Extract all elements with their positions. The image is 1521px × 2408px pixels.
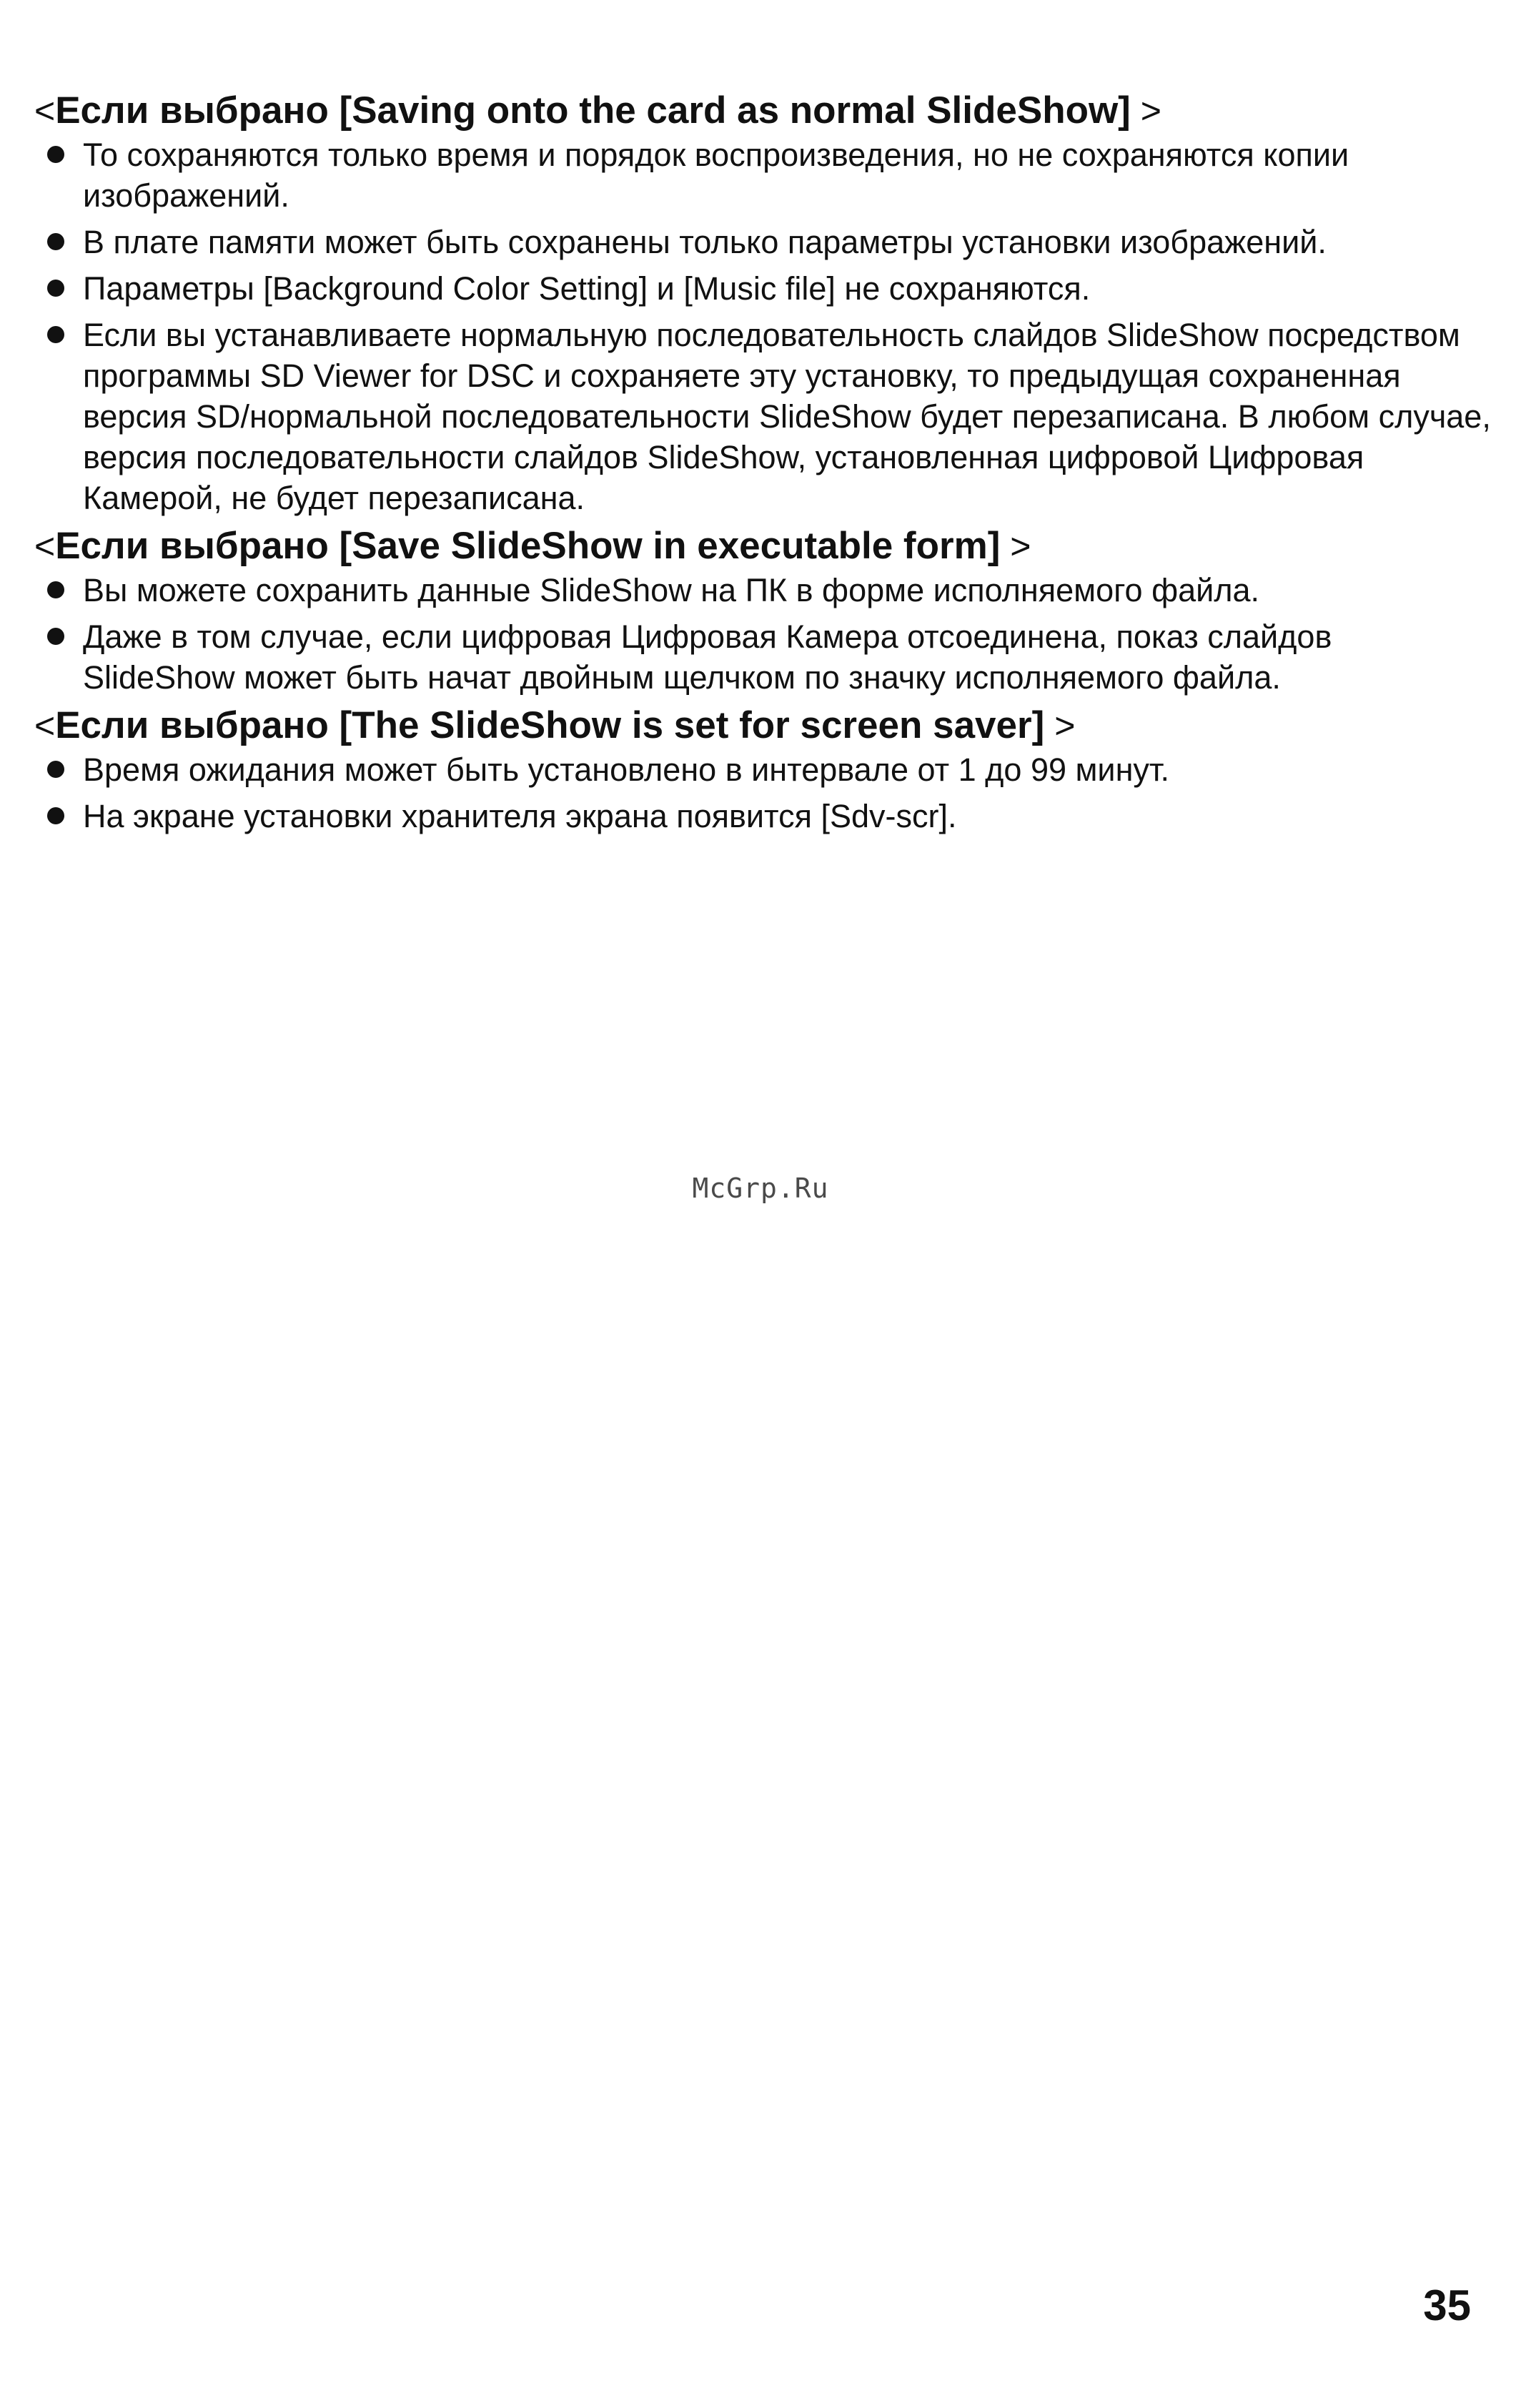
- list-item-text: Даже в том случае, если цифровая Цифровая Камера отсоединена, показ слайдов SlideShow может быть начат двойным щелчком по значку исполняемого файла.: [83, 618, 1332, 696]
- list-item-text: В плате памяти может быть сохранены только параметры установки изображений.: [83, 224, 1327, 260]
- list-item-text: Время ожидания может быть установлено в интервале от 1 до 99 минут.: [83, 751, 1170, 788]
- bullet-icon: [47, 761, 64, 778]
- bullet-list: [34, 570, 1492, 698]
- section-screen-saver: [34, 704, 1492, 837]
- watermark: McGrp.Ru: [692, 1173, 829, 1204]
- bullet-icon: [47, 146, 64, 163]
- list-item: [34, 749, 1492, 790]
- bullet-icon: [47, 233, 64, 250]
- bullet-list: [34, 134, 1492, 518]
- list-item: [34, 222, 1492, 262]
- section-heading: <Если выбрано [Save SlideShow in executable form] >: [34, 525, 1031, 567]
- list-item-text: Параметры [Background Color Setting] и [Music file] не сохраняются.: [83, 270, 1091, 307]
- section-heading: <Если выбрано [The SlideShow is set for screen saver] >: [34, 704, 1076, 746]
- section-heading-text: Если выбрано [The SlideShow is set for screen saver]: [55, 704, 1045, 746]
- list-item: [34, 616, 1492, 698]
- list-item: [34, 268, 1492, 309]
- section-heading-text: Если выбрано [Save SlideShow in executable form]: [55, 525, 1001, 567]
- section-heading-text: Если выбрано [Saving onto the card as normal SlideShow]: [55, 89, 1131, 132]
- list-item-text: То сохраняются только время и порядок воспроизведения, но не сохраняются копии изображений.: [83, 137, 1349, 214]
- list-item: [34, 134, 1492, 216]
- section-heading: <Если выбрано [Saving onto the card as normal SlideShow] >: [34, 89, 1161, 132]
- list-item-text: Если вы устанавливаете нормальную последовательность слайдов SlideShow посредством программы SD Viewer for DSC и сохраняете эту установку, то предыдущая сохраненная версия SD/нормальной последовательности SlideShow будет перезаписана. В любом случае, версия последовательности слайдов SlideShow, установленная цифровой Цифровая Камерой, не будет перезаписана.: [83, 317, 1491, 516]
- bullet-icon: [47, 280, 64, 297]
- list-item: [34, 796, 1492, 837]
- page-content: [34, 89, 1492, 842]
- list-item: [34, 315, 1492, 518]
- section-saving-card: [34, 89, 1492, 518]
- section-executable: [34, 524, 1492, 698]
- list-item-text: Вы можете сохранить данные SlideShow на ПК в форме исполняемого файла.: [83, 572, 1260, 608]
- bullet-icon: [47, 807, 64, 824]
- list-item-text: На экране установки хранителя экрана появится [Sdv-scr].: [83, 798, 957, 834]
- bullet-list: [34, 749, 1492, 837]
- bullet-icon: [47, 628, 64, 645]
- list-item: [34, 570, 1492, 611]
- bullet-icon: [47, 326, 64, 343]
- bullet-icon: [47, 581, 64, 598]
- page-number: 35: [1423, 2281, 1471, 2329]
